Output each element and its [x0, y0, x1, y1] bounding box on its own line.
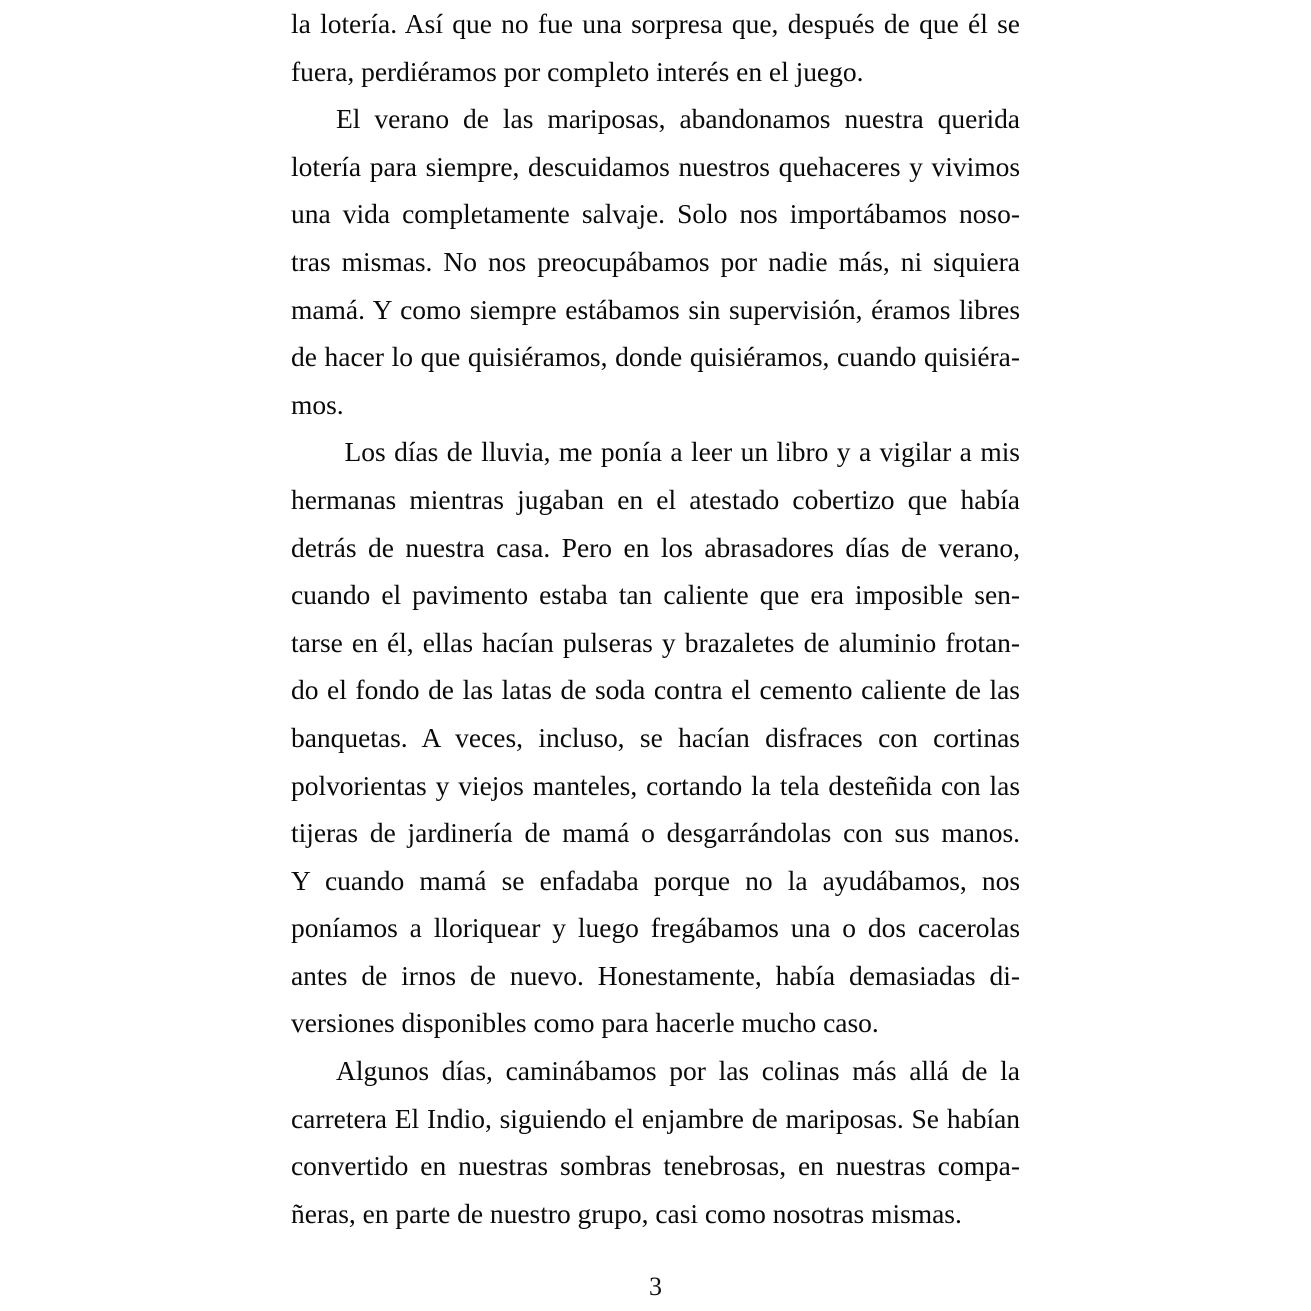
text-line: poníamos a lloriquear y luego fregábamos una o dos cacerolas [291, 912, 1020, 944]
text-line: carretera El Indio, siguiendo el enjambre de mariposas. Se habían [291, 1102, 1020, 1134]
text-line: tras mismas. No nos preocupábamos por nadie más, ni siquiera [291, 245, 1020, 277]
text-line: fuera, perdiéramos por completo interés en el juego. [291, 55, 864, 87]
text-line: mamá. Y como siempre estábamos sin supervisión, éramos libres [291, 293, 1020, 325]
text-line: versiones disponibles como para hacerle mucho caso. [291, 1007, 879, 1039]
text-line: convertido en nuestras sombras tenebrosas, en nuestras compa- [291, 1150, 1020, 1182]
text-line: la lotería. Así que no fue una sorpresa que, después de que él se [291, 8, 1020, 39]
paragraph [291, 428, 1020, 1047]
text-line: de hacer lo que quisiéramos, donde quisiéramos, cuando quisiéra- [291, 341, 1020, 373]
text-line: tijeras de jardinería de mamá o desgarrándolas con sus manos. [291, 817, 1020, 849]
text-line: Los días de lluvia, me ponía a leer un libro y a vigilar a mis [336, 436, 1020, 468]
paragraph [291, 1047, 1020, 1237]
text-line: do el fondo de las latas de soda contra el cemento caliente de las [291, 674, 1020, 706]
text-line: antes de irnos de nuevo. Honestamente, había demasiadas di- [291, 959, 1020, 991]
text-line: Y cuando mamá se enfadaba porque no la ayudábamos, nos [291, 864, 1020, 896]
text-line: polvorientas y viejos manteles, cortando la tela desteñida con las [291, 769, 1020, 801]
text-line: banquetas. A veces, incluso, se hacían disfraces con cortinas [291, 721, 1020, 753]
page-number: 3 [649, 1272, 662, 1301]
text-line: lotería para siempre, descuidamos nuestros quehaceres y vivimos [291, 150, 1020, 182]
text-line: tarse en él, ellas hacían pulseras y brazaletes de aluminio frotan- [291, 626, 1020, 658]
text-line: El verano de las mariposas, abandonamos nuestra querida [336, 103, 1020, 135]
text-line: una vida completamente salvaje. Solo nos importábamos noso- [291, 198, 1020, 230]
text-line: cuando el pavimento estaba tan caliente que era imposible sen- [291, 579, 1020, 611]
text-line: hermanas mientras jugaban en el atestado cobertizo que había [291, 483, 1020, 515]
text-line: mos. [291, 388, 344, 420]
body-text-block [291, 0, 1020, 1237]
text-line: detrás de nuestra casa. Pero en los abrasadores días de verano, [291, 531, 1020, 563]
paragraph [291, 95, 1020, 428]
paragraph [291, 0, 1020, 95]
text-line: ñeras, en parte de nuestro grupo, casi como nosotras mismas. [291, 1197, 962, 1229]
text-line: Algunos días, caminábamos por las colinas más allá de la [336, 1055, 1020, 1087]
